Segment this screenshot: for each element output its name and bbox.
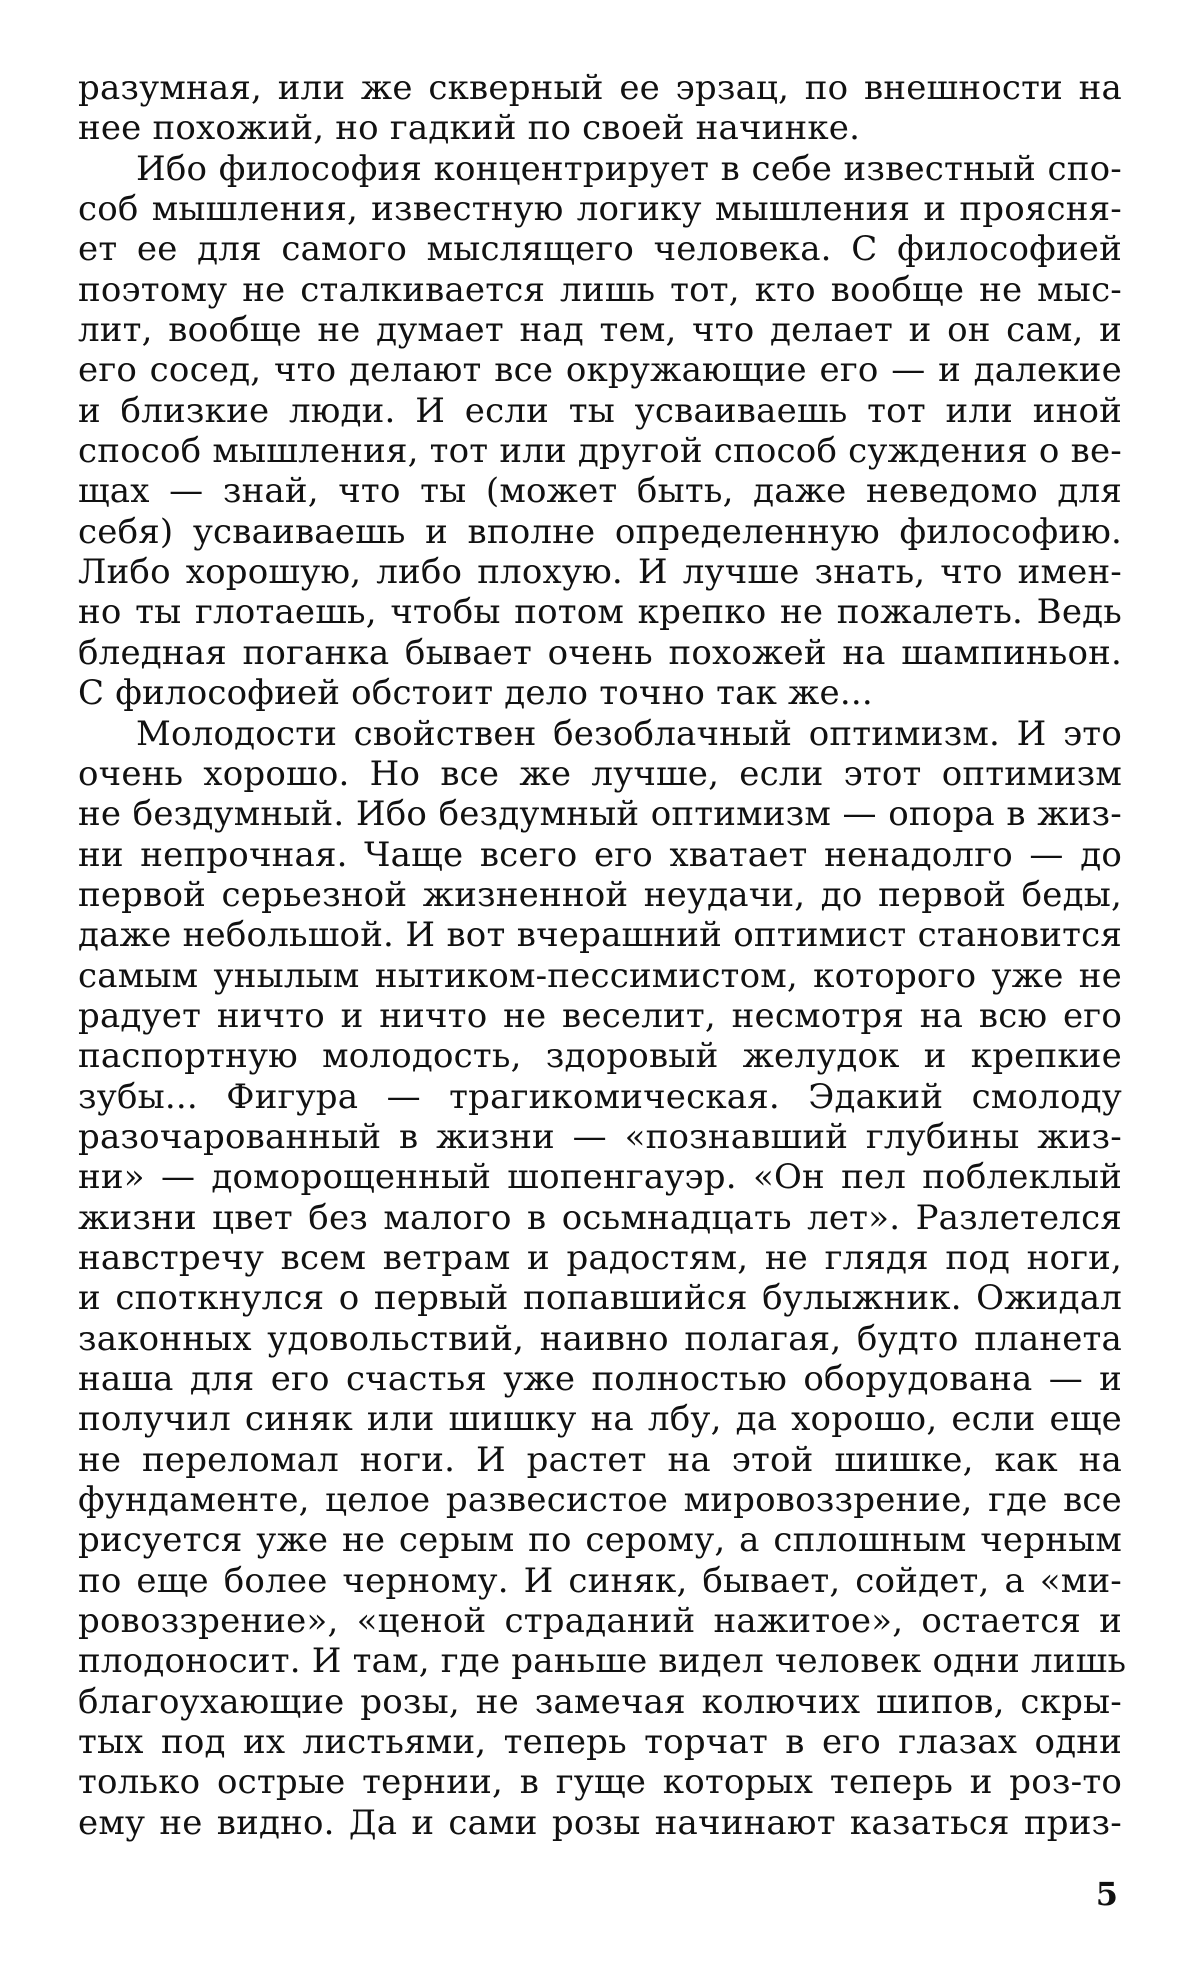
text-line: законных удовольствий, наивно полагая, будто планета — [78, 1318, 1122, 1359]
text-line: наша для его счастья уже полностью оборудована — и — [78, 1359, 1122, 1399]
text-line: соб мышления, известную логику мышления и проясня- — [78, 189, 1122, 230]
text-line: самым унылым нытиком-пессимистом, которого уже не — [78, 955, 1122, 996]
text-line: даже небольшой. И вот вчерашний оптимист становится — [78, 915, 1122, 956]
text-line: не бездумный. Ибо бездумный оптимизм — опора в жиз- — [78, 794, 1122, 835]
text-line: себя) усваиваешь и вполне определенную философию. — [78, 511, 1122, 552]
text-line: фундаменте, целое развесистое мировоззрение, где все — [78, 1480, 1122, 1521]
text-line: благоухающие розы, не замечая колючих шипов, скры- — [78, 1681, 1122, 1722]
text-line: получил синяк или шишку на лбу, да хорошо, если еще — [78, 1399, 1122, 1440]
text-line: очень хорошо. Но все же лучше, если этот оптимизм — [78, 753, 1122, 794]
text-line: навстречу всем ветрам и радостям, не глядя под ноги, — [78, 1237, 1122, 1278]
text-line: по еще более черному. И синяк, бывает, сойдет, а «ми- — [78, 1560, 1122, 1601]
text-line: ет ее для самого мыслящего человека. С философией — [78, 229, 1122, 270]
text-line: жизни цвет без малого в осьмнадцать лет». Разлетелся — [78, 1197, 1122, 1238]
text-line: бледная поганка бывает очень похожей на шампиньон. — [78, 632, 1122, 673]
text-line: щах — знай, что ты (может быть, даже неведомо для — [78, 471, 1122, 512]
text-line: радует ничто и ничто не веселит, несмотря на всю его — [78, 995, 1122, 1036]
text-line: поэтому не сталкивается лишь тот, кто вообще не мыс- — [78, 269, 1122, 310]
text-line: ни непрочная. Чаще всего его хватает ненадолго — до — [78, 834, 1122, 875]
text-line: паспортную молодость, здоровый желудок и крепкие — [78, 1036, 1122, 1077]
text-line: С философией обстоит дело точно так же... — [78, 673, 873, 714]
text-line: тых под их листьями, теперь торчат в его глазах одни — [78, 1722, 1122, 1763]
text-line: не переломал ноги. И растет на этой шишке, как на — [78, 1439, 1122, 1480]
text-line: и близкие люди. И если ты усваиваешь тот или иной — [78, 390, 1122, 431]
text-line: способ мышления, тот или другой способ суждения о ве- — [78, 431, 1122, 472]
text-line: ни» — доморощенный шопенгауэр. «Он пел поблеклый — [78, 1157, 1122, 1198]
text-line: и споткнулся о первый попавшийся булыжник. Ожидал — [78, 1278, 1122, 1319]
text-line: Молодости свойствен безоблачный оптимизм. И это — [136, 713, 1122, 754]
text-line: ему не видно. Да и сами розы начинают казаться приз- — [78, 1802, 1122, 1843]
body-text — [78, 68, 1127, 1843]
text-line: зубы... Фигура — трагикомическая. Эдакий смолоду — [78, 1076, 1122, 1117]
text-line: его сосед, что делают все окружающие его — и далекие — [78, 350, 1122, 391]
text-line: разочарованный в жизни — «познавший глубины жиз- — [78, 1116, 1122, 1157]
text-line: рисуется уже не серым по серому, а сплошным черным — [78, 1520, 1122, 1561]
text-line: разумная, или же скверный ее эрзац, по внешности на — [78, 68, 1122, 108]
text-line: Ибо философия концентрирует в себе известный спо- — [136, 148, 1122, 189]
text-line: ровоззрение», «ценой страданий нажитое», остается и — [78, 1601, 1122, 1642]
text-line: нее похожий, но гадкий по своей начинке. — [78, 108, 861, 149]
text-line: лит, вообще не думает над тем, что делает и он сам, и — [78, 310, 1122, 351]
text-line: Либо хорошую, либо плохую. И лучше знать, что имен- — [78, 552, 1122, 593]
text-line: плодоносит. И там, где раньше видел человек одни лишь — [78, 1641, 1127, 1682]
text-line: первой серьезной жизненной неудачи, до первой беды, — [78, 874, 1122, 915]
page-number: 5 — [1095, 1875, 1118, 1913]
text-line: только острые тернии, в гуще которых теперь и роз-то — [78, 1762, 1122, 1803]
text-line: но ты глотаешь, чтобы потом крепко не пожалеть. Ведь — [78, 592, 1122, 633]
